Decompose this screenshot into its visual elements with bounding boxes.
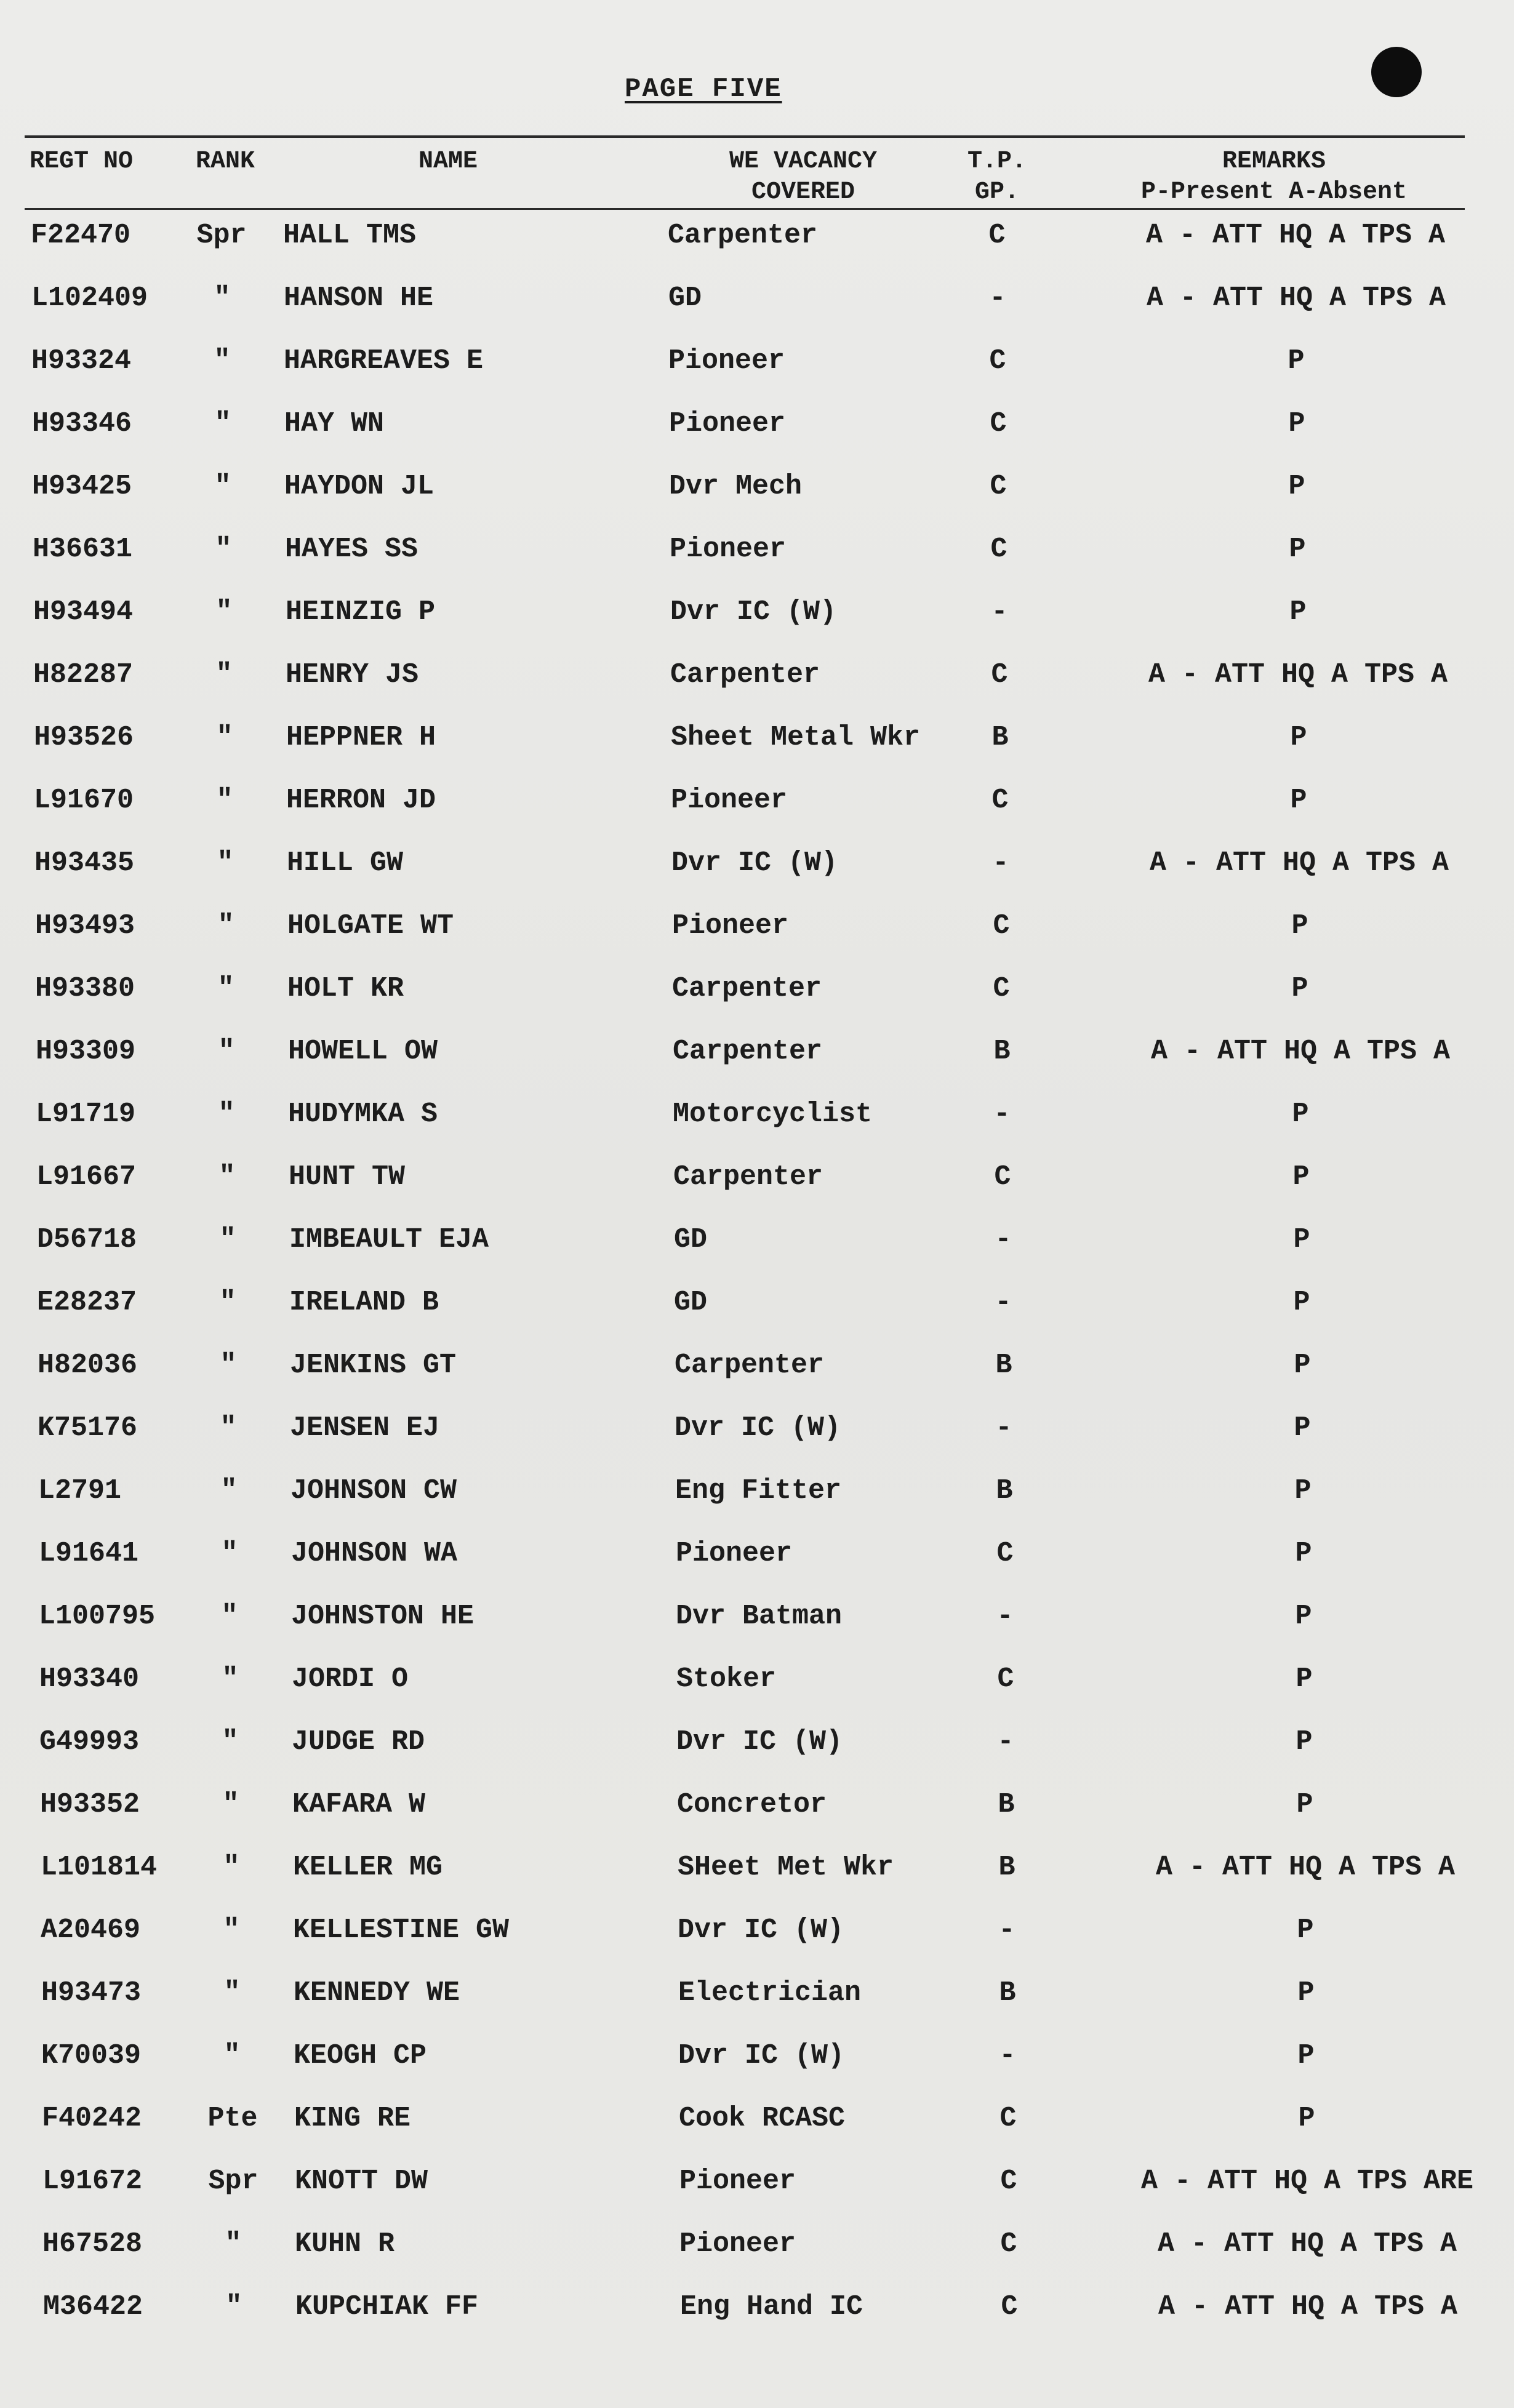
name-cell: HEPPNER H xyxy=(286,722,436,753)
regt-no-cell: L91670 xyxy=(34,785,134,816)
regt-no-cell: H93309 xyxy=(36,1036,136,1067)
remarks-cell: P xyxy=(1289,534,1306,565)
vacancy-cell: Eng Fitter xyxy=(675,1475,842,1506)
name-cell: HAYDON JL xyxy=(284,471,435,502)
rank-cell: Spr xyxy=(196,220,247,251)
name-cell: JOHNSON WA xyxy=(291,1538,458,1569)
tp-group-cell: B xyxy=(998,1852,1015,1883)
regt-no-cell: H93380 xyxy=(35,973,135,1004)
rank-cell: " xyxy=(222,1726,239,1758)
name-cell: HOLGATE WT xyxy=(287,910,454,942)
name-cell: KNOTT DW xyxy=(295,2166,428,2197)
rank-cell: " xyxy=(221,1601,238,1632)
name-cell: HUDYMKA S xyxy=(288,1098,438,1130)
table-row xyxy=(0,905,1514,967)
table-row xyxy=(0,1658,1514,1721)
vacancy-cell: Dvr IC (W) xyxy=(675,1412,841,1444)
table-row xyxy=(0,1721,1514,1783)
rank-cell: " xyxy=(220,1475,238,1506)
remarks-cell: P xyxy=(1295,1601,1312,1632)
rank-cell: " xyxy=(219,1224,236,1255)
rank-cell: Spr xyxy=(208,2166,258,2197)
rank-cell: " xyxy=(225,2291,242,2322)
top-rule xyxy=(25,135,1465,138)
regt-no-cell: L2791 xyxy=(38,1475,122,1506)
tp-group-cell: C xyxy=(1001,2291,1018,2322)
rank-cell: " xyxy=(221,1538,238,1569)
regt-no-cell: L100795 xyxy=(39,1601,156,1632)
tp-group-cell: C xyxy=(993,973,1010,1004)
rank-cell: " xyxy=(214,408,231,439)
tp-group-cell: - xyxy=(992,847,1009,879)
regt-no-cell: L91719 xyxy=(36,1098,136,1130)
tp-group-cell: C xyxy=(999,2103,1017,2134)
rank-cell: " xyxy=(218,1036,235,1067)
table-row xyxy=(0,654,1514,716)
vacancy-cell: Carpenter xyxy=(672,973,822,1004)
header-vacancy-line1: WE VACANCY xyxy=(729,148,878,175)
regt-no-cell: H93435 xyxy=(34,847,135,879)
vacancy-cell: Carpenter xyxy=(670,659,820,690)
table-row xyxy=(0,1532,1514,1595)
remarks-cell: P xyxy=(1291,973,1308,1004)
name-cell: HAY WN xyxy=(284,408,385,439)
table-row xyxy=(0,214,1514,277)
name-cell: IMBEAULT EJA xyxy=(289,1224,489,1255)
regt-no-cell: F22470 xyxy=(31,220,131,251)
table-row xyxy=(0,1783,1514,1846)
regt-no-cell: H36631 xyxy=(33,534,133,565)
regt-no-cell: H93340 xyxy=(39,1663,140,1695)
remarks-cell: P xyxy=(1295,1538,1312,1569)
regt-no-cell: L91641 xyxy=(39,1538,139,1569)
page-title: PAGE FIVE xyxy=(625,74,782,105)
name-cell: IRELAND B xyxy=(289,1287,439,1318)
regt-no-cell: H93346 xyxy=(32,408,132,439)
table-row xyxy=(0,2160,1514,2223)
remarks-cell: P xyxy=(1288,345,1305,377)
regt-no-cell: L91667 xyxy=(36,1161,137,1193)
tp-group-cell: - xyxy=(993,1098,1011,1130)
regt-no-cell: H93473 xyxy=(41,1977,142,2009)
vacancy-cell: Sheet Metal Wkr xyxy=(671,722,921,753)
regt-no-cell: L101814 xyxy=(41,1852,158,1883)
vacancy-cell: Carpenter xyxy=(673,1036,823,1067)
name-cell: HAYES SS xyxy=(285,534,419,565)
name-cell: KUHN R xyxy=(295,2228,395,2260)
name-cell: HENRY JS xyxy=(286,659,419,690)
tp-group-cell: - xyxy=(995,1224,1012,1255)
table-row xyxy=(0,1030,1514,1093)
rank-cell: " xyxy=(216,722,233,753)
tp-group-cell: C xyxy=(994,1161,1011,1193)
rank-cell: " xyxy=(223,1852,240,1883)
table-row xyxy=(0,402,1514,465)
regt-no-cell: L102409 xyxy=(31,282,148,314)
table-row xyxy=(0,528,1514,591)
name-cell: JOHNSON CW xyxy=(290,1475,457,1506)
vacancy-cell: Pioneer xyxy=(679,2166,796,2197)
header-tp-line1: T.P. xyxy=(967,148,1027,175)
table-row xyxy=(0,340,1514,402)
regt-no-cell: H93494 xyxy=(33,596,134,628)
tp-group-cell: - xyxy=(999,2040,1016,2071)
name-cell: JOHNSTON HE xyxy=(291,1601,475,1632)
remarks-cell: P xyxy=(1297,2040,1315,2071)
vacancy-cell: Pioneer xyxy=(676,1538,793,1569)
tp-group-cell: - xyxy=(989,282,1006,314)
table-row xyxy=(0,1093,1514,1156)
remarks-cell: A - ATT HQ A TPS A xyxy=(1146,282,1446,314)
remarks-cell: P xyxy=(1294,1475,1312,1506)
remarks-cell: A - ATT HQ A TPS A xyxy=(1157,2228,1457,2260)
header-remarks-line1: REMARKS xyxy=(1222,148,1326,175)
remarks-cell: P xyxy=(1296,1663,1313,1695)
name-cell: JENSEN EJ xyxy=(290,1412,440,1444)
tp-group-cell: C xyxy=(989,345,1006,377)
name-cell: HARGREAVES E xyxy=(284,345,484,377)
vacancy-cell: Dvr IC (W) xyxy=(676,1726,843,1758)
remarks-cell: P xyxy=(1292,1161,1310,1193)
header-vacancy-line2: COVERED xyxy=(751,178,855,206)
table-row xyxy=(0,2034,1514,2097)
tp-group-cell: C xyxy=(996,1538,1014,1569)
remarks-cell: A - ATT HQ A TPS A xyxy=(1148,659,1448,690)
tp-group-cell: - xyxy=(995,1287,1012,1318)
regt-no-cell: K70039 xyxy=(41,2040,142,2071)
vacancy-cell: Dvr IC (W) xyxy=(678,2040,845,2071)
table-row xyxy=(0,1156,1514,1218)
name-cell: JENKINS GT xyxy=(290,1350,457,1381)
tp-group-cell: C xyxy=(991,659,1008,690)
name-cell: KELLESTINE GW xyxy=(293,1914,510,1946)
vacancy-cell: Dvr Batman xyxy=(676,1601,843,1632)
table-row xyxy=(0,1846,1514,1909)
name-cell: KEOGH CP xyxy=(294,2040,427,2071)
table-row xyxy=(0,967,1514,1030)
rank-cell: " xyxy=(220,1350,237,1381)
vacancy-cell: Pioneer xyxy=(670,534,787,565)
vacancy-cell: Carpenter xyxy=(668,220,818,251)
regt-no-cell: E28237 xyxy=(37,1287,137,1318)
remarks-cell: A - ATT HQ A TPS A xyxy=(1149,847,1449,879)
remarks-cell: P xyxy=(1292,1098,1309,1130)
table-row xyxy=(0,1972,1514,2034)
tp-group-cell: - xyxy=(996,1601,1014,1632)
vacancy-cell: GD xyxy=(674,1287,708,1318)
rank-cell: " xyxy=(215,659,233,690)
header-remarks-line2: P-Present A-Absent xyxy=(1140,178,1408,206)
name-cell: KING RE xyxy=(294,2103,411,2134)
regt-no-cell: H93352 xyxy=(40,1789,140,1820)
tp-group-cell: C xyxy=(991,785,1009,816)
tp-group-cell: B xyxy=(991,722,1009,753)
regt-no-cell: A20469 xyxy=(41,1914,141,1946)
header-tp-line2: GP. xyxy=(974,178,1019,206)
table-row xyxy=(0,277,1514,340)
table-row xyxy=(0,842,1514,905)
remarks-cell: A - ATT HQ A TPS A xyxy=(1158,2291,1458,2322)
rank-cell: " xyxy=(219,1287,236,1318)
remarks-cell: P xyxy=(1288,471,1305,502)
regt-no-cell: L91672 xyxy=(42,2166,143,2197)
vacancy-cell: Cook RCASC xyxy=(679,2103,846,2134)
vacancy-cell: SHeet Met Wkr xyxy=(678,1852,894,1883)
vacancy-cell: GD xyxy=(674,1224,708,1255)
remarks-cell: P xyxy=(1297,1914,1314,1946)
regt-no-cell: H93526 xyxy=(34,722,134,753)
header-name: NAME xyxy=(419,148,478,175)
header-regt-no: REGT NO xyxy=(30,148,134,175)
vacancy-cell: Pioneer xyxy=(672,910,789,942)
vacancy-cell: Dvr Mech xyxy=(669,471,803,502)
name-cell: HOWELL OW xyxy=(288,1036,438,1067)
rank-cell: " xyxy=(214,471,231,502)
table-row xyxy=(0,1909,1514,1972)
vacancy-cell: Pioneer xyxy=(671,785,788,816)
table-row xyxy=(0,1407,1514,1470)
table-row xyxy=(0,1595,1514,1658)
vacancy-cell: Eng Hand IC xyxy=(680,2291,863,2322)
regt-no-cell: H67528 xyxy=(42,2228,143,2260)
rank-cell: " xyxy=(216,785,233,816)
rank-cell: " xyxy=(215,596,233,628)
regt-no-cell: G49993 xyxy=(39,1726,140,1758)
tp-group-cell: B xyxy=(996,1475,1013,1506)
table-row xyxy=(0,779,1514,842)
name-cell: HILL GW xyxy=(287,847,404,879)
table-row xyxy=(0,716,1514,779)
vacancy-cell: Carpenter xyxy=(675,1350,825,1381)
rank-cell: " xyxy=(217,847,234,879)
tp-group-cell: C xyxy=(1000,2166,1017,2197)
tp-group-cell: C xyxy=(1000,2228,1017,2260)
remarks-cell: P xyxy=(1288,408,1305,439)
rank-cell: " xyxy=(225,2228,242,2260)
name-cell: HANSON HE xyxy=(284,282,434,314)
vacancy-cell: Dvr IC (W) xyxy=(671,847,838,879)
vacancy-cell: Electrician xyxy=(678,1977,862,2009)
remarks-cell: P xyxy=(1293,1224,1310,1255)
remarks-cell: P xyxy=(1296,1726,1313,1758)
tp-group-cell: B xyxy=(993,1036,1011,1067)
rank-cell: " xyxy=(223,2040,241,2071)
name-cell: JUDGE RD xyxy=(292,1726,425,1758)
rank-cell: " xyxy=(223,1977,241,2009)
tp-group-cell: - xyxy=(997,1726,1014,1758)
remarks-cell: P xyxy=(1293,1287,1310,1318)
header-rule xyxy=(25,208,1465,210)
regt-no-cell: M36422 xyxy=(43,2291,143,2322)
name-cell: HOLT KR xyxy=(287,973,404,1004)
rank-cell: " xyxy=(223,1914,240,1946)
tp-group-cell: - xyxy=(998,1914,1015,1946)
tp-group-cell: C xyxy=(990,471,1007,502)
rank-cell: " xyxy=(215,534,232,565)
tp-group-cell: - xyxy=(991,596,1008,628)
name-cell: KAFARA W xyxy=(292,1789,426,1820)
remarks-cell: P xyxy=(1290,722,1307,753)
regt-no-cell: D56718 xyxy=(37,1224,137,1255)
remarks-cell: A - ATT HQ A TPS A xyxy=(1155,1852,1456,1883)
regt-no-cell: H82287 xyxy=(33,659,134,690)
name-cell: KELLER MG xyxy=(293,1852,443,1883)
vacancy-cell: GD xyxy=(668,282,702,314)
rank-cell: " xyxy=(218,1098,235,1130)
punch-hole xyxy=(1371,47,1422,97)
tp-group-cell: B xyxy=(995,1350,1012,1381)
tp-group-cell: C xyxy=(988,220,1006,251)
name-cell: HUNT TW xyxy=(289,1161,406,1193)
table-row xyxy=(0,465,1514,528)
name-cell: KUPCHIAK FF xyxy=(295,2291,479,2322)
rank-cell: " xyxy=(222,1789,239,1820)
rank-cell: Pte xyxy=(207,2103,258,2134)
vacancy-cell: Dvr IC (W) xyxy=(670,596,837,628)
regt-no-cell: H82036 xyxy=(38,1350,138,1381)
remarks-cell: A - ATT HQ A TPS A xyxy=(1145,220,1446,251)
table-row xyxy=(0,1344,1514,1407)
remarks-cell: A - ATT HQ A TPS A xyxy=(1150,1036,1451,1067)
name-cell: HEINZIG P xyxy=(286,596,436,628)
tp-group-cell: B xyxy=(999,1977,1016,2009)
regt-no-cell: H93324 xyxy=(31,345,132,377)
regt-no-cell: F40242 xyxy=(42,2103,142,2134)
remarks-cell: P xyxy=(1290,785,1307,816)
tp-group-cell: - xyxy=(995,1412,1012,1444)
regt-no-cell: H93425 xyxy=(32,471,132,502)
remarks-cell: P xyxy=(1296,1789,1313,1820)
regt-no-cell: K75176 xyxy=(38,1412,138,1444)
name-cell: HALL TMS xyxy=(283,220,417,251)
rank-cell: " xyxy=(222,1663,239,1695)
tp-group-cell: C xyxy=(993,910,1010,942)
remarks-cell: P xyxy=(1294,1350,1311,1381)
table-row xyxy=(0,591,1514,654)
remarks-cell: P xyxy=(1294,1412,1311,1444)
rank-cell: " xyxy=(217,973,234,1004)
rank-cell: " xyxy=(214,345,231,377)
table-row xyxy=(0,2286,1514,2348)
name-cell: JORDI O xyxy=(292,1663,409,1695)
tp-group-cell: B xyxy=(998,1789,1015,1820)
table-row xyxy=(0,1218,1514,1281)
rank-cell: " xyxy=(217,910,234,942)
vacancy-cell: Stoker xyxy=(676,1663,777,1695)
remarks-cell: P xyxy=(1297,1977,1315,2009)
name-cell: HERRON JD xyxy=(286,785,436,816)
vacancy-cell: Carpenter xyxy=(673,1161,823,1193)
rank-cell: " xyxy=(214,282,231,314)
vacancy-cell: Pioneer xyxy=(669,408,786,439)
vacancy-cell: Dvr IC (W) xyxy=(678,1914,844,1946)
remarks-cell: P xyxy=(1291,910,1308,942)
tp-group-cell: C xyxy=(990,534,1007,565)
table-row xyxy=(0,1281,1514,1344)
name-cell: KENNEDY WE xyxy=(294,1977,460,2009)
table-row xyxy=(0,2097,1514,2160)
tp-group-cell: C xyxy=(990,408,1007,439)
rank-cell: " xyxy=(220,1412,237,1444)
tp-group-cell: C xyxy=(997,1663,1014,1695)
vacancy-cell: Motorcyclist xyxy=(673,1098,873,1130)
vacancy-cell: Pioneer xyxy=(679,2228,796,2260)
remarks-cell: A - ATT HQ A TPS ARE xyxy=(1140,2166,1474,2197)
regt-no-cell: H93493 xyxy=(35,910,135,942)
vacancy-cell: Pioneer xyxy=(668,345,785,377)
header-rank: RANK xyxy=(196,148,255,175)
table-row xyxy=(0,2223,1514,2286)
remarks-cell: P xyxy=(1298,2103,1315,2134)
remarks-cell: P xyxy=(1289,596,1307,628)
rank-cell: " xyxy=(218,1161,236,1193)
table-row xyxy=(0,1470,1514,1532)
vacancy-cell: Concretor xyxy=(677,1789,827,1820)
